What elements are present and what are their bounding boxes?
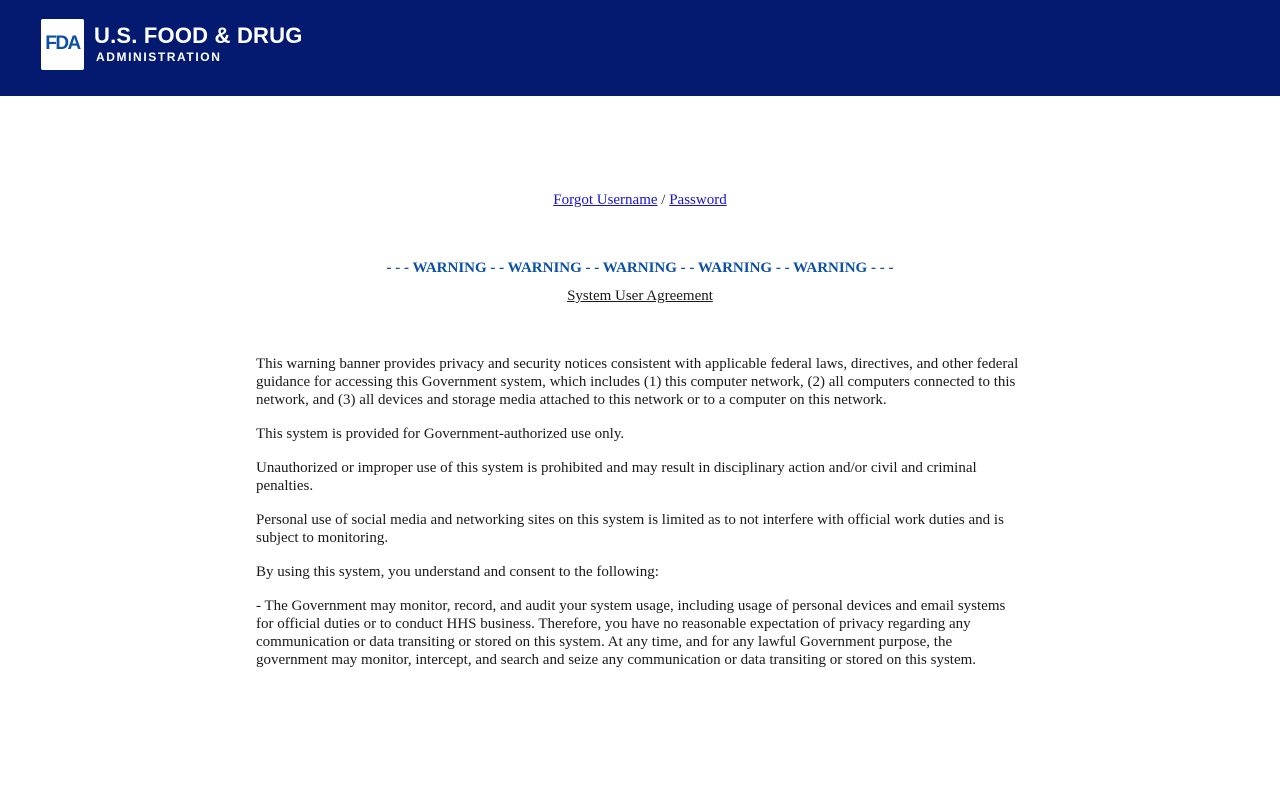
link-separator: / <box>661 192 666 208</box>
system-user-agreement-title: System User Agreement <box>567 288 713 304</box>
fda-logo-mark <box>41 19 84 70</box>
forgot-credentials <box>0 190 1280 210</box>
warning-banner: - - - WARNING - - WARNING - - WARNING - - WARNING - - WARNING - - - <box>386 260 894 276</box>
agreement-paragraph: This warning banner provides privacy and security notices consistent with applicable federal laws, directives, and other federal guidance for accessing this Government system, which includes (1) this computer network, (2) all computers connected to this network, and (3) all devices and storage media attached to this network or to a computer on this network. <box>256 356 1019 408</box>
fda-logo-wordmark <box>94 23 303 65</box>
agreement-paragraph: Unauthorized or improper use of this system is prohibited and may result in disciplinary action and/or civil and criminal penalties. <box>256 460 977 494</box>
agreement-paragraph: By using this system, you understand and consent to the following: <box>256 564 659 580</box>
fda-logo[interactable] <box>41 18 303 70</box>
agreement-paragraph: Personal use of social media and networking sites on this system is limited as to not interfere with official work duties and is subject to monitoring. <box>256 512 1004 546</box>
fda-logo-mark-text: FDA <box>45 33 80 54</box>
forgot-password-link[interactable]: Password <box>669 192 727 208</box>
forgot-username-link[interactable]: Forgot Username <box>553 192 658 208</box>
logo-subtitle: ADMINISTRATION <box>96 50 222 64</box>
agreement-paragraph: This system is provided for Government-authorized use only. <box>256 426 625 442</box>
logo-title: U.S. FOOD & DRUG <box>94 23 303 48</box>
site-header <box>0 0 1280 96</box>
agreement-paragraph: - The Government may monitor, record, and audit your system usage, including usage of personal devices and email systems for official duties or to conduct HHS business. Therefore, you have no reasonable expectation of privacy regarding any communication or data transiting or stored on this system. At any time, and for any lawful Government purpose, the government may monitor, intercept, and search and seize any communication or data transiting or stored on this system. <box>256 598 1006 668</box>
agreement-text-region[interactable] <box>256 355 1026 668</box>
